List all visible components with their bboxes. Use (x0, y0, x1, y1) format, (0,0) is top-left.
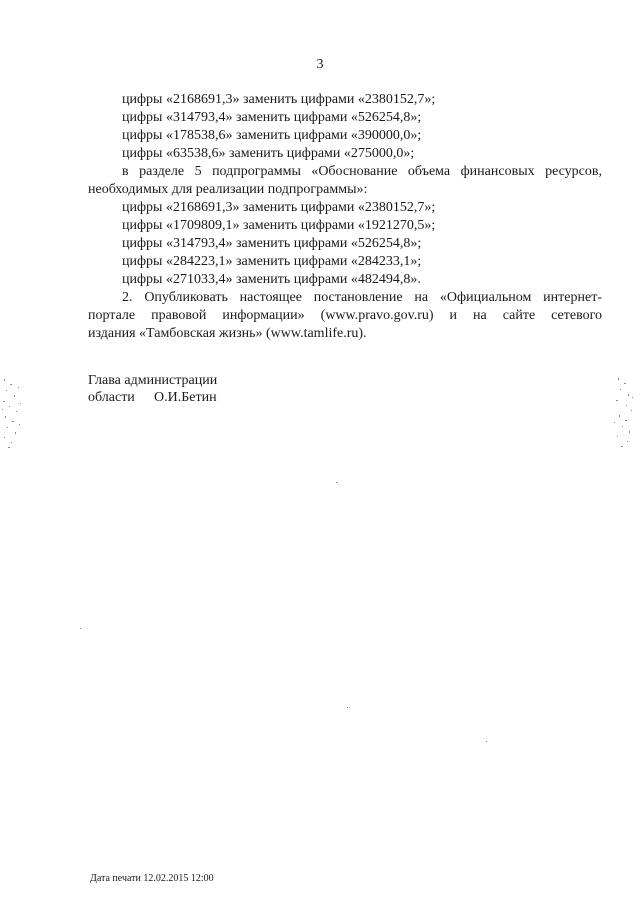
signature-name: О.И.Бетин (154, 390, 217, 405)
text-line: цифры «1709809,1» заменить цифрами «1921270,5»; (122, 218, 436, 233)
text-line: цифры «178538,6» заменить цифрами «390000,0»; (122, 128, 422, 143)
text-line-content: в разделе 5 подпрограммы «Обоснование объема финансовых ресурсов, (122, 164, 602, 179)
scan-speckle (486, 741, 487, 742)
text-line: цифры «271033,4» заменить цифрами «482494,8». (122, 272, 421, 287)
text-line: необходимых для реализации подпрограммы»: (88, 182, 368, 197)
scan-speckle (336, 482, 337, 483)
text-line: цифры «284223,1» заменить цифрами «284233,1»; (122, 254, 422, 269)
signature-position: Глава администрации (88, 373, 218, 388)
text-line: цифры «314793,4» заменить цифрами «526254,8»; (122, 110, 422, 125)
text-line (122, 289, 602, 307)
text-line: цифры «2168691,3» заменить цифрами «2380152,7»; (122, 92, 436, 107)
text-line-content: портале правовой информации» (www.pravo.gov.ru) и на сайте сетевого (88, 308, 602, 323)
signature-position-region: области (88, 390, 135, 405)
scan-speckle (80, 628, 81, 629)
scan-noise-left (0, 375, 30, 455)
text-line (88, 307, 602, 325)
text-line: издания «Тамбовская жизнь» (www.tamlife.ru). (88, 326, 367, 341)
text-line: цифры «2168691,3» заменить цифрами «2380152,7»; (122, 200, 436, 215)
text-line-content: 2. Опубликовать настоящее постановление на «Официальном интернет- (122, 290, 602, 305)
text-line: цифры «314793,4» заменить цифрами «526254,8»; (122, 236, 422, 251)
text-line: цифры «63538,6» заменить цифрами «275000,0»; (122, 146, 415, 161)
print-date-footer: Дата печати 12.02.2015 12:00 (90, 873, 214, 884)
scan-speckle (347, 707, 348, 708)
page-number: 3 (316, 57, 324, 72)
scan-noise-right (606, 375, 636, 455)
text-line (122, 163, 602, 181)
